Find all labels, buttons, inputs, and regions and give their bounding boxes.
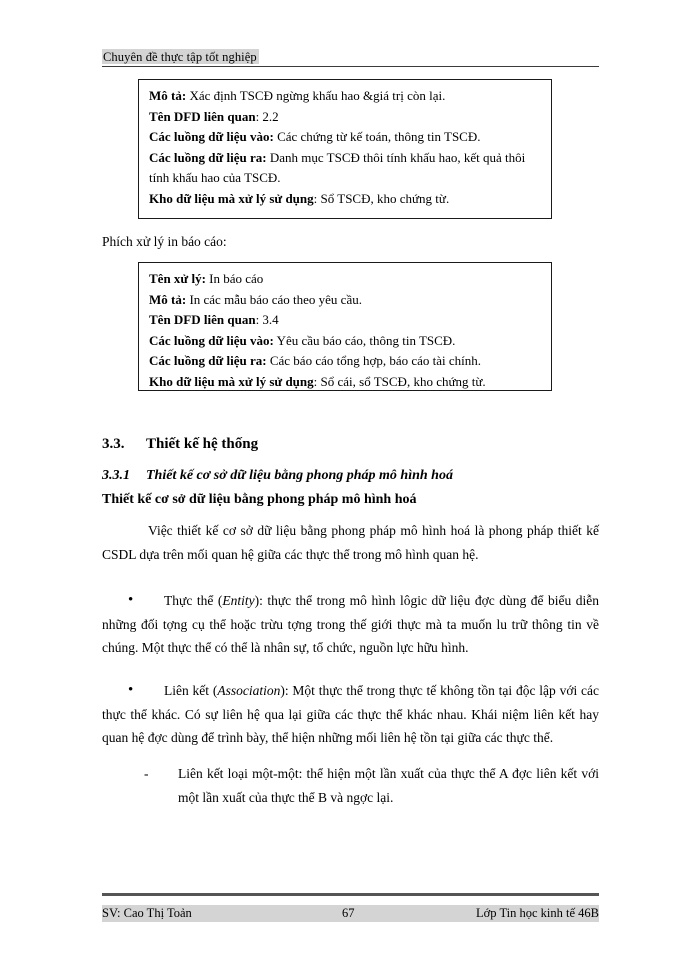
header-divider-rule (102, 66, 599, 67)
spec-row (149, 351, 541, 372)
spec-value: In các mẫu báo cáo theo yêu cầu. (186, 291, 362, 307)
spec-value: : 2.2 (255, 108, 279, 124)
subsection-title: Thiết kế cơ sở dữ liệu bằng phong pháp mô hình hoá (146, 468, 453, 483)
subsection-restated-title: Thiết kế cơ sở dữ liệu bằng phong pháp mô hình hoá (102, 492, 417, 507)
spec-value: Các chứng từ kế toán, thông tin TSCĐ. (273, 129, 481, 144)
spec-label: Kho dữ liệu mà xử lý sử dụng (149, 190, 314, 206)
spec-label: Các luồng dữ liệu vào: (149, 332, 274, 348)
spec-label: Các luồng dữ liệu vào: (149, 129, 274, 144)
process-spec-box-print-report (138, 262, 552, 391)
spec-value: : 3.4 (255, 312, 279, 327)
bullet-term: Entity (222, 593, 255, 608)
intro-paragraph: Việc thiết kế cơ sở dữ liệu bằng phong pháp mô hình hoá là phong pháp thiết kế CSDL dựa trên mối quan hệ giữa các thực thể trong mô hình quan hệ. (102, 523, 599, 562)
spec-label: Các luồng dữ liệu ra: (149, 353, 267, 368)
footer-page-number: 67 (342, 906, 355, 920)
spec-value: : Sổ cái, sổ TSCĐ, kho chứng từ. (313, 373, 486, 389)
spec-value: Yêu cầu báo cáo, thông tin TSCĐ. (273, 332, 456, 348)
spec-row (149, 269, 541, 290)
spec-label: Mô tả: (149, 291, 187, 307)
spec-row (149, 189, 541, 210)
spec-row (149, 372, 541, 393)
lead-in-text: Phích xử lý in báo cáo: (102, 234, 227, 249)
spec-label: Các luồng dữ liệu ra: (149, 149, 267, 165)
bullet-rest: ): Một thực thể trong thực tế không tồn tại độc lập với các thực thể khác. Có sự liên hệ qua lại giữa các thực thể khác nhau. Khái niệm liên kết hay quan hệ đợc dùng để trình bày, thể hiện những mối liên hệ tồn tại giữa các thực thể. (102, 683, 599, 745)
spec-row (149, 148, 541, 189)
spec-row (149, 86, 541, 107)
bullet-term: Association (217, 683, 281, 698)
bullet-item-association (102, 679, 599, 750)
process-spec-box-depreciation (138, 79, 552, 219)
spec-value: Xác định TSCĐ ngừng khấu hao &giá trị còn lại. (186, 88, 446, 103)
spec-row (149, 127, 541, 148)
sub-item-one-to-one (144, 762, 599, 809)
spec-value: In báo cáo (205, 271, 264, 286)
spec-label: Tên xử lý: (149, 271, 206, 286)
spec-value: Danh mục TSCĐ thôi tính khấu hao, kết quả thôi tính khấu hao của TSCĐ. (149, 149, 526, 185)
bullet-marker-icon: • (128, 682, 134, 698)
section-title: Thiết kế hệ thống (146, 436, 259, 452)
footer-class-name: Lớp Tin học kinh tế 46B (476, 906, 599, 920)
bullet-lead: Liên kết ( (164, 683, 218, 698)
spec-row (149, 290, 541, 311)
bullet-item-entity (102, 589, 599, 660)
footer-divider-rule (102, 893, 599, 896)
section-number: 3.3. (102, 436, 125, 452)
spec-label: Tên DFD liên quan (149, 312, 256, 327)
section-heading-3-3 (102, 434, 258, 454)
footer-student-name: SV: Cao Thị Toản (102, 906, 192, 920)
spec-row (149, 310, 541, 331)
spec-label: Kho dữ liệu mà xử lý sử dụng (149, 373, 314, 389)
spec-row (149, 331, 541, 352)
spec-value: : Sổ TSCĐ, kho chứng từ. (313, 190, 450, 206)
page-content-area (102, 0, 599, 960)
bullet-lead: Thực thể ( (164, 593, 223, 608)
running-header (102, 48, 599, 66)
bullet-text (102, 679, 599, 750)
running-header-title: Chuyên đề thực tập tốt nghiệp (103, 50, 257, 64)
page-footer (102, 905, 599, 922)
spec-label: Mô tả: (149, 88, 187, 103)
subsection-number: 3.3.1 (102, 468, 130, 483)
spec-row (149, 107, 541, 128)
bullet-marker-icon: • (128, 592, 134, 608)
subsection-heading-3-3-1 (102, 466, 453, 486)
sub-item-text: Liên kết loại một-một: thể hiện một lần xuất của thực thể A đợc liên kết với một lần xuất của thực thể B và ngợc lại. (178, 766, 599, 805)
spec-label: Tên DFD liên quan (149, 108, 256, 124)
spec-value: Các báo cáo tổng hợp, báo cáo tài chính. (266, 353, 482, 368)
bullet-text (102, 589, 599, 660)
bullet-rest: ): thực thể trong mô hình lôgic dữ liệu đợc dùng để biểu diễn những đối tợng cụ thể hoặc trừu tợng trong thế giới thực mà ta muốn lu trữ thông tin về chúng. Một thực thể có thể là nhân sự, tổ chức, nguồn lực hữu hình. (102, 593, 599, 655)
dash-marker-icon: - (144, 766, 149, 781)
